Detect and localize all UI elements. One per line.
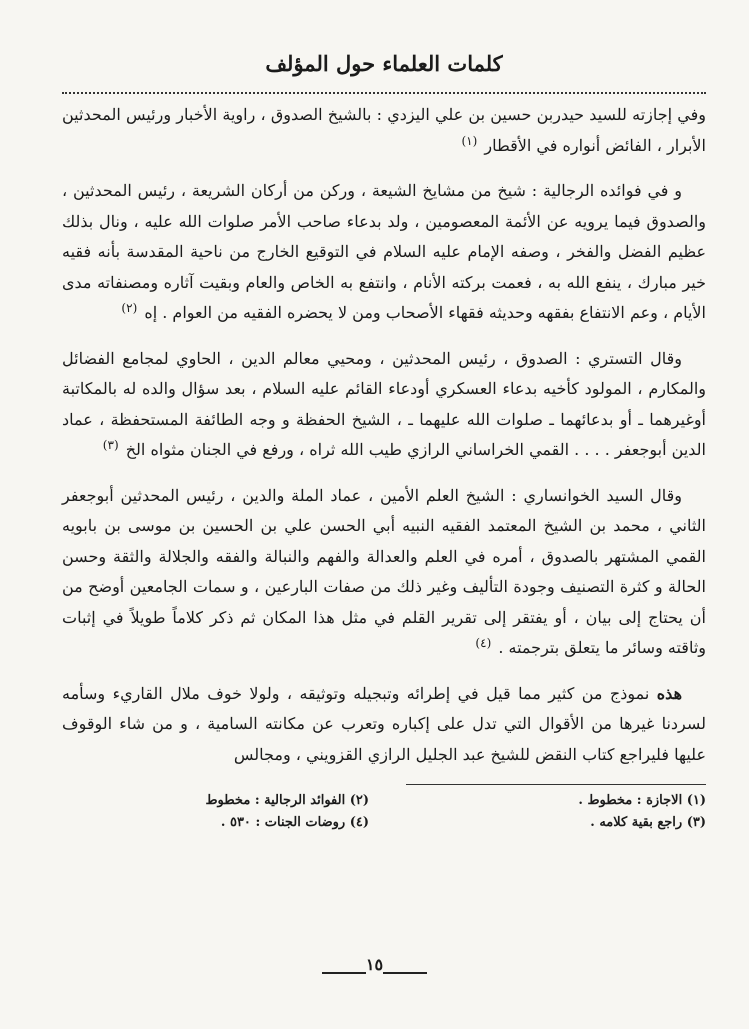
page-number-dash <box>322 972 366 974</box>
paragraph-text: وقال السيد الخوانساري : الشيخ العلم الأمين ، عماد الملة والدين ، رئيس المحدثين أبوجعفر الثاني ، محمد بن الشيخ المعتمد الفقيه النبيه أبي الحسن علي بن الحسين بن موسى بن بابويه القمي المشتهر بالصدوق ، أمره في العلم والعدالة والفهم والنبالة والفقه والجلالة والثقة وحسن الحالة و كثرة التصنيف وجودة التأليف وغير ذلك من صفات البارعين ، و سمات الجامعين أوضح من أن يحتاج إلى بيان ، أو يفتقر إلى تقرير القلم في مثل هذا المكان ثم ذكر كلاماً طويلاً في إثبات وثاقته وسائر ما يتعلق بترجمته . <box>62 485 706 657</box>
paragraph-4 <box>62 481 706 665</box>
document-page <box>62 44 706 833</box>
page-number-value: ١٥ <box>365 955 384 974</box>
footnote-ref-2: (٢) <box>121 301 138 315</box>
footnote-4: (٤) روضات الجنات : ٥٣٠ . <box>220 815 369 830</box>
paragraph-1 <box>62 100 706 162</box>
paragraph-3 <box>62 344 706 467</box>
paragraph-5 <box>62 679 706 771</box>
footnotes <box>62 791 706 833</box>
footnote-ref-3: (٣) <box>102 438 119 452</box>
page-number-dash <box>383 972 427 974</box>
footnote-1: (١) الاجازة : مخطوط . <box>578 793 706 808</box>
paragraph-text: وفي إجازته للسيد حيدربن حسين بن علي اليزدي : بالشيخ الصدوق ، راوية الأخبار ورئيس المحدثين الأبرار ، الفائض أنواره في الأقطار <box>62 105 706 155</box>
footnote-3: (٣) راجع بقية كلامه . <box>590 815 706 830</box>
footnote-ref-1: (١) <box>461 133 478 148</box>
paragraph-text: نموذج من كثير مما قيل في إطرائه وتبجيله وتوثيقه ، ولولا خوف ملال القاريء وسأمه لسردنا غيرها من الأقوال التي تدل على إكباره وتعرب عن مكانته السامية ، و من شاء الوقوف عليها فليراجع كتاب النقض للشيخ عبد الجليل الرازي القزويني ، ومجالس <box>62 683 706 764</box>
footnote-ref-4: (٤) <box>475 636 492 650</box>
page-header-title: كلمات العلماء حول المؤلف <box>265 51 503 76</box>
body-text <box>62 100 706 770</box>
header-dotted-rule <box>62 92 706 94</box>
bold-lead-word: هذه <box>656 683 682 703</box>
paragraph-text: و في فوائده الرجالية : شيخ من مشايخ الشيعة ، وركن من أركان الشريعة ، رئيس المحدثين ، والصدوق فيما يرويه عن الأئمة المعصومين ، ولد بدعاء صاحب الأمر صلوات الله عليه ، ونال بذلك عظيم الفضل والفخر ، وصفه الإمام عليه السلام في التوقيع الخارج من ناحية المقدسة بأنه فقيه خير مبارك ، ينفع الله به ، فعمت بركته الأنام ، وانتفع به الخاص والعام وبقيت آثاره ومصنفاته مدى الأيام ، وعم الانتفاع بفقهه وحديثه فقهاء الأصحاب ومن لا يحضره الفقيه من العوام . إه <box>62 181 706 322</box>
page-number <box>0 955 749 974</box>
footnote-2: (٢) الفوائد الرجالية : مخطوط <box>205 793 369 808</box>
footnote-separator <box>406 784 706 785</box>
paragraph-2 <box>62 176 706 330</box>
paragraph-text: وقال التستري : الصدوق ، رئيس المحدثين ، ومحيي معالم الدين ، الحاوي لمجامع الفضائل والمكارم ، المولود كأخيه بدعاء العسكري أودعاء القائم عليه السلام ، بعد سؤال والده له بالمكاتبة أوغيرهما ـ أو بدعائهما ـ صلوات الله عليهما ـ ، الشيخ الحفظة و وجه الطائفة المستحفظة ، عماد الدين أبوجعفر . . . . القمي الخراساني الرازي طيب الله ثراه ، ورفع في الجنان مثواه الخ <box>62 348 706 459</box>
